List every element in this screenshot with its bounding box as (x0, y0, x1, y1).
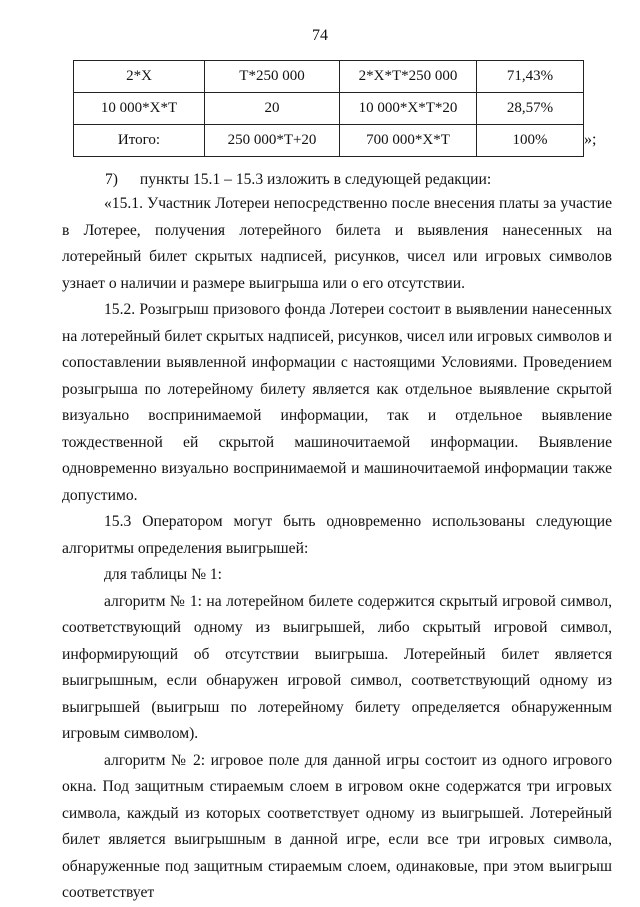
table-cell: 250 000*T+20 (205, 125, 340, 157)
table-cell: 2*X*T*250 000 (340, 61, 477, 93)
table-cell: 71,43% (477, 61, 584, 93)
paragraph-15-3: 15.3 Оператором могут быть одновременно использованы следующие алгоритмы определения выигрышей: (62, 513, 612, 557)
list-item-number: 7) (105, 171, 118, 188)
paragraph-algorithm-2: алгоритм № 2: игровое поле для данной игры состоит из одного игрового окна. Под защитным стираемым слоем в игровом окне содержатся три игровых символа, каждый из которых соответствует одному из выигрышей. Лотерейный билет является выигрышным в данной игре, если все три игровых символа, обнаруженные под защитным стираемым слоем, одинаковые, при этом выигрыш соответствует (62, 751, 612, 901)
winnings-table (73, 60, 584, 157)
table-cell: Итого: (74, 125, 205, 157)
table-cell: 2*X (74, 61, 205, 93)
paragraph-table-1: для таблицы № 1: (104, 566, 223, 583)
table-cell: 10 000*X*T*20 (340, 93, 477, 125)
page-number: 74 (312, 27, 328, 44)
table-row-total (74, 125, 584, 157)
table-cell: 10 000*X*T (74, 93, 205, 125)
table-cell: 28,57% (477, 93, 584, 125)
table-row (74, 61, 584, 93)
paragraph-15-2: 15.2. Розыгрыш призового фонда Лотереи состоит в выявлении нанесенных на лотерейный билет скрытых надписей, рисунков, чисел или игровых символов и сопоставлении выявленной информации с настоящими Условиями. Проведением розыгрыша по лотерейному билету является как отдельное выявление скрытой визуально воспринимаемой информации, так и отдельное выявление тождественной ей скрытой машиночитаемой информации. Выявление одновременно визуально воспринимаемой и машиночитаемой информации также допустимо. (62, 301, 612, 504)
paragraph-algorithm-1: алгоритм № 1: на лотерейном билете содержится скрытый игровой символ, соответствующий одному из выигрышей, либо скрытый игровой символ, информирующий об отсутствии выигрыша. Лотерейный билет является выигрышным, если обнаружен игровой символ, соответствующий одному из выигрышей (выигрыш по лотерейному билету определяется обнаруженным игровым символом). (62, 592, 612, 742)
table-cell: T*250 000 (205, 61, 340, 93)
table-cell: 700 000*X*T (340, 125, 477, 157)
list-item-7 (105, 171, 491, 189)
table-row (74, 93, 584, 125)
table-closing-quote: »; (584, 131, 597, 148)
paragraph-15-1: «15.1. Участник Лотереи непосредственно после внесения платы за участие в Лотерее, получения лотерейного билета и выявления нанесенных на лотерейный билет скрытых надписей, рисунков, чисел или игровых символов узнает о наличии и размере выигрыша или о его отсутствии. (62, 195, 612, 292)
table-cell: 20 (205, 93, 340, 125)
document-body (62, 191, 612, 907)
list-item-text: пункты 15.1 – 15.3 изложить в следующей редакции: (139, 171, 492, 188)
table-cell: 100% (477, 125, 584, 157)
